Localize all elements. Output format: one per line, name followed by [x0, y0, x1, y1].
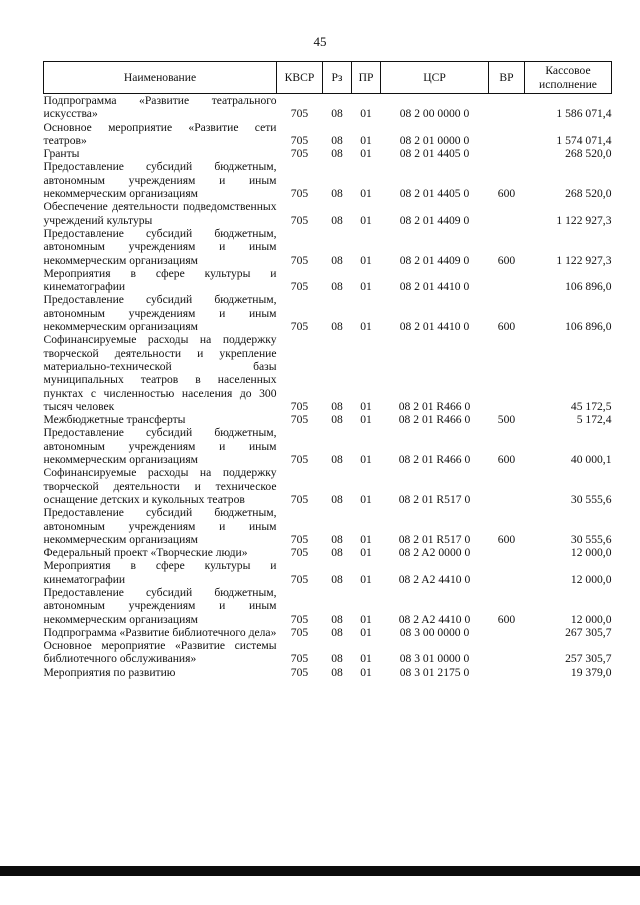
cell-pr: 01	[360, 546, 372, 560]
cell-vr	[489, 546, 525, 559]
cell-rz: 08	[331, 453, 343, 467]
cell-rz: 08	[331, 413, 343, 427]
cell-name: Основное мероприятие «Развитие системы библиотечного обслуживания»	[43, 639, 277, 666]
cell-csr: 08 2 A2 4410 0	[398, 572, 471, 586]
cell-amount: 12 000,0	[570, 546, 612, 560]
cell-csr: 08 2 01 R466 0	[398, 413, 471, 427]
cell-csr: 08 2 01 0000 0	[399, 133, 470, 147]
cell-kvsr: 705	[290, 665, 309, 679]
cell-vr	[489, 200, 525, 227]
cell-amount: 1 574 071,4	[556, 133, 612, 147]
cell-rz: 08	[331, 492, 343, 506]
cell-name: Предоставление субсидий бюджетным, автономным учреждениям и иным некоммерческим организациям	[43, 293, 277, 334]
cell-amount: 267 305,7	[565, 625, 612, 639]
header-kvsr: КВСР	[277, 62, 323, 94]
cell-name: Предоставление субсидий бюджетным, автономным учреждениям и иным некоммерческим организациям	[43, 160, 277, 201]
budget-table	[43, 61, 612, 679]
cell-vr	[489, 121, 525, 148]
cell-vr	[489, 626, 525, 639]
cell-amount: 30 555,6	[570, 492, 612, 506]
cell-csr: 08 3 00 0000 0	[399, 625, 470, 639]
cell-csr: 08 2 01 R517 0	[398, 492, 471, 506]
cell-pr: 01	[360, 213, 372, 227]
cell-rz: 08	[331, 399, 343, 413]
cell-kvsr: 705	[290, 546, 309, 560]
cell-vr: 600	[497, 320, 516, 334]
cell-name: Обеспечение деятельности подведомственных учреждений культуры	[43, 200, 277, 227]
cell-vr: 600	[497, 253, 516, 267]
cell-rz: 08	[331, 532, 343, 546]
cell-amount: 12 000,0	[570, 612, 612, 626]
cell-kvsr: 705	[290, 612, 309, 626]
cell-name: Мероприятия в сфере культуры и кинематографии	[43, 559, 277, 586]
table-body	[44, 94, 612, 680]
header-name: Наименование	[44, 62, 277, 94]
table-row	[44, 200, 612, 227]
cell-csr: 08 2 01 4409 0	[399, 213, 470, 227]
cell-pr: 01	[360, 413, 372, 427]
cell-name: Предоставление субсидий бюджетным, автономным учреждениям и иным некоммерческим организациям	[43, 426, 277, 467]
cell-name: Софинансируемые расходы на поддержку творческой деятельности и техническое оснащение детских и кукольных театров	[43, 466, 277, 506]
cell-name: Мероприятия в сфере культуры и кинематографии	[43, 266, 277, 294]
cell-pr: 01	[360, 625, 372, 639]
cell-rz: 08	[331, 546, 343, 560]
header-vr: ВР	[489, 62, 525, 94]
cell-vr	[489, 666, 525, 679]
cell-kvsr: 705	[290, 492, 309, 506]
cell-rz: 08	[331, 572, 343, 586]
cell-pr: 01	[360, 572, 372, 586]
table-header-row	[44, 62, 612, 94]
cell-name: Гранты	[43, 147, 80, 161]
cell-kvsr: 705	[290, 213, 309, 227]
cell-csr: 08 2 A2 4410 0	[398, 612, 471, 626]
page-number: 45	[313, 34, 327, 49]
cell-pr: 01	[360, 399, 372, 413]
cell-rz: 08	[331, 133, 343, 147]
cell-amount: 106 896,0	[565, 320, 612, 334]
cell-name: Подпрограмма «Развитие театрального искусства»	[43, 94, 277, 121]
cell-rz: 08	[331, 625, 343, 639]
cell-pr: 01	[360, 187, 372, 201]
cell-rz: 08	[331, 652, 343, 666]
cell-rz: 08	[331, 280, 343, 294]
cell-kvsr: 705	[290, 652, 309, 666]
scan-bottom-edge	[0, 866, 640, 876]
table-row	[44, 160, 612, 200]
cell-rz: 08	[331, 147, 343, 161]
cell-vr: 600	[497, 612, 516, 626]
cell-pr: 01	[360, 107, 372, 121]
cell-pr: 01	[360, 280, 372, 294]
table-row	[44, 666, 612, 679]
table-row	[44, 333, 612, 413]
table-row	[44, 466, 612, 506]
cell-amount: 106 896,0	[565, 280, 612, 294]
header-csr: ЦСР	[381, 62, 489, 94]
cell-csr: 08 2 01 R466 0	[398, 399, 471, 413]
cell-name: Основное мероприятие «Развитие сети театров»	[43, 120, 277, 147]
cell-vr	[489, 639, 525, 666]
cell-kvsr: 705	[290, 253, 309, 267]
cell-amount: 1 122 927,3	[556, 213, 612, 227]
cell-amount: 12 000,0	[570, 572, 612, 586]
cell-csr: 08 2 01 4405 0	[399, 187, 470, 201]
table-row	[44, 506, 612, 546]
header-amount-line1: Кассовое	[545, 64, 591, 78]
cell-rz: 08	[331, 107, 343, 121]
cell-pr: 01	[360, 532, 372, 546]
cell-kvsr: 705	[290, 572, 309, 586]
cell-name: Подпрограмма «Развитие библиотечного дела»	[43, 625, 277, 639]
cell-vr	[489, 333, 525, 413]
table-row	[44, 546, 612, 559]
table-row	[44, 586, 612, 626]
cell-kvsr: 705	[290, 532, 309, 546]
cell-vr: 600	[497, 187, 516, 201]
cell-amount: 268 520,0	[565, 187, 612, 201]
cell-csr: 08 3 01 2175 0	[399, 665, 470, 679]
cell-kvsr: 705	[290, 625, 309, 639]
cell-pr: 01	[360, 320, 372, 334]
cell-rz: 08	[331, 320, 343, 334]
cell-kvsr: 705	[290, 453, 309, 467]
cell-amount: 30 555,6	[570, 532, 612, 546]
table-row	[44, 559, 612, 586]
cell-rz: 08	[331, 253, 343, 267]
cell-pr: 01	[360, 133, 372, 147]
cell-csr: 08 2 01 R517 0	[398, 532, 471, 546]
cell-csr: 08 3 01 0000 0	[399, 652, 470, 666]
cell-rz: 08	[331, 187, 343, 201]
table-row	[44, 426, 612, 466]
cell-amount: 257 305,7	[565, 652, 612, 666]
header-amount-line2: исполнение	[539, 77, 597, 91]
cell-vr	[489, 147, 525, 160]
cell-pr: 01	[360, 612, 372, 626]
cell-csr: 08 2 01 4410 0	[399, 320, 470, 334]
cell-vr: 600	[497, 532, 516, 546]
cell-amount: 45 172,5	[570, 399, 612, 413]
cell-csr: 08 2 01 R466 0	[398, 453, 471, 467]
cell-rz: 08	[331, 213, 343, 227]
cell-pr: 01	[360, 147, 372, 161]
cell-vr: 500	[497, 413, 516, 427]
header-rz: Рз	[323, 62, 352, 94]
cell-name: Межбюджетные трансферты	[43, 413, 186, 427]
cell-amount: 40 000,1	[570, 453, 612, 467]
header-pr: ПР	[352, 62, 381, 94]
cell-vr	[489, 559, 525, 586]
table-row	[44, 293, 612, 333]
cell-pr: 01	[360, 665, 372, 679]
cell-kvsr: 705	[290, 133, 309, 147]
table-row	[44, 147, 612, 160]
cell-name: Предоставление субсидий бюджетным, автономным учреждениям и иным некоммерческим организациям	[43, 506, 277, 546]
cell-kvsr: 705	[290, 413, 309, 427]
cell-kvsr: 705	[290, 320, 309, 334]
header-amount	[525, 62, 612, 94]
cell-name: Предоставление субсидий бюджетным, автономным учреждениям и иным некоммерческим организациям	[43, 585, 277, 626]
cell-kvsr: 705	[290, 147, 309, 161]
cell-vr	[489, 267, 525, 294]
cell-name: Предоставление субсидий бюджетным, автономным учреждениям и иным некоммерческим организациям	[43, 226, 277, 267]
table-row	[44, 267, 612, 294]
cell-amount: 268 520,0	[565, 147, 612, 161]
cell-amount: 1 586 071,4	[556, 107, 612, 121]
cell-name: Софинансируемые расходы на поддержку творческой деятельности и укрепление материально-технической базы муниципальных театров в населенных пунктах с численностью населения до 300 тысяч человек	[43, 333, 277, 413]
cell-csr: 08 2 00 0000 0	[399, 107, 470, 121]
cell-name: Мероприятия по развитию	[43, 665, 176, 679]
cell-amount: 19 379,0	[570, 665, 612, 679]
cell-csr: 08 2 01 4410 0	[399, 280, 470, 294]
table-row	[44, 94, 612, 121]
cell-pr: 01	[360, 453, 372, 467]
cell-vr	[489, 94, 525, 121]
cell-pr: 01	[360, 253, 372, 267]
cell-kvsr: 705	[290, 187, 309, 201]
cell-rz: 08	[331, 612, 343, 626]
cell-kvsr: 705	[290, 399, 309, 413]
cell-vr: 600	[497, 453, 516, 467]
table-row	[44, 639, 612, 666]
cell-csr: 08 2 01 4409 0	[399, 253, 470, 267]
table-row	[44, 626, 612, 639]
cell-rz: 08	[331, 665, 343, 679]
table-row	[44, 227, 612, 267]
cell-pr: 01	[360, 492, 372, 506]
cell-csr: 08 2 A2 0000 0	[398, 546, 471, 560]
cell-name: Федеральный проект «Творческие люди»	[43, 546, 248, 560]
cell-vr	[489, 466, 525, 506]
cell-pr: 01	[360, 652, 372, 666]
table-row	[44, 413, 612, 426]
cell-csr: 08 2 01 4405 0	[399, 147, 470, 161]
cell-amount: 1 122 927,3	[556, 253, 612, 267]
cell-amount: 5 172,4	[576, 413, 612, 427]
cell-kvsr: 705	[290, 107, 309, 121]
cell-kvsr: 705	[290, 280, 309, 294]
table-row	[44, 121, 612, 148]
